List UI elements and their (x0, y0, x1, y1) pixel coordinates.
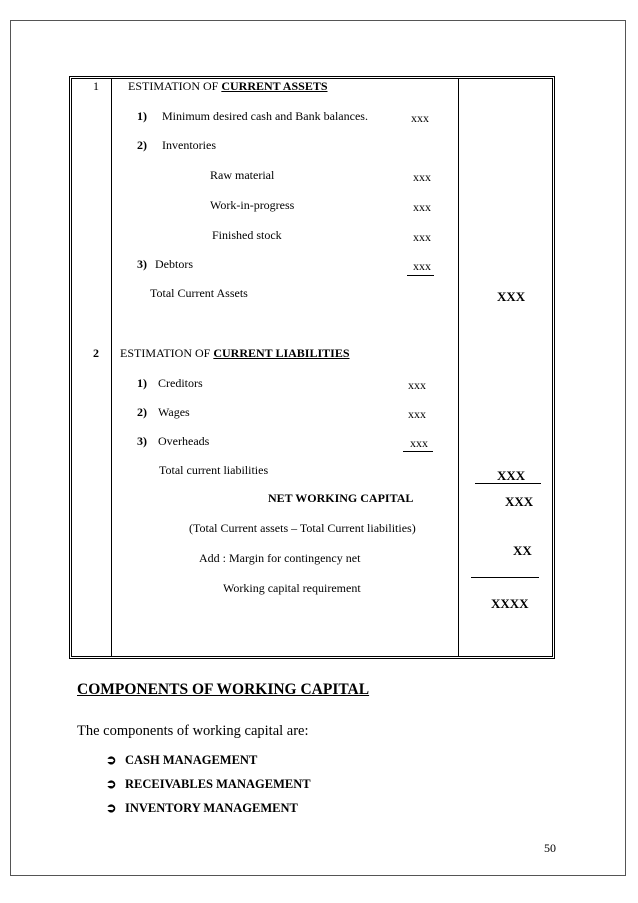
column-divider-2 (458, 79, 459, 656)
column-divider-1 (111, 79, 112, 656)
finished-stock-value: xxx (413, 230, 431, 244)
section-heading: COMPONENTS OF WORKING CAPITAL (77, 681, 370, 698)
working-capital-requirement-value: XXXX (491, 596, 529, 611)
row-number-1: 1 (93, 79, 99, 93)
finished-stock-label: Finished stock (212, 228, 282, 242)
cash-bank-label: Minimum desired cash and Bank balances. (162, 109, 368, 123)
creditors-value: xxx (408, 378, 426, 392)
item-number: 2) (137, 138, 147, 152)
working-capital-table (69, 76, 555, 659)
total-current-liabilities-label: Total current liabilities (159, 463, 269, 477)
page-number: 50 (544, 841, 556, 855)
margin-contingency-label: Add : Margin for contingency net (199, 551, 361, 565)
overheads-value: xxx (410, 436, 428, 450)
arrow-right-icon: ➲ (106, 753, 117, 767)
inventories-label: Inventories (162, 138, 216, 152)
raw-material-label: Raw material (210, 168, 275, 182)
current-liabilities-heading: ESTIMATION OF CURRENT LIABILITIES (120, 346, 350, 360)
total-current-liabilities-value: XXX (497, 468, 526, 483)
overheads-label: Overheads (158, 434, 210, 448)
item-number: 1) (137, 109, 147, 123)
wages-value: xxx (408, 407, 426, 421)
arrow-right-icon: ➲ (106, 801, 117, 815)
work-in-progress-label: Work-in-progress (210, 198, 295, 212)
list-item: ➲ CASH MANAGEMENT (106, 753, 258, 767)
cash-bank-value: xxx (411, 111, 429, 125)
item-number: 2) (137, 405, 147, 419)
net-working-capital-label: NET WORKING CAPITAL (268, 491, 414, 505)
item-number: 1) (137, 376, 147, 390)
current-assets-heading: ESTIMATION OF CURRENT ASSETS (128, 79, 328, 93)
debtors-label: Debtors (155, 257, 193, 271)
item-number: 3) (137, 257, 147, 271)
raw-material-value: xxx (413, 170, 431, 184)
nwc-formula: (Total Current assets – Total Current liabilities) (189, 521, 416, 535)
total-current-assets-label: Total Current Assets (150, 286, 248, 300)
creditors-label: Creditors (158, 376, 203, 390)
grand-total-rule (471, 577, 539, 578)
subtotal-rule (407, 275, 434, 276)
margin-contingency-value: XX (513, 543, 532, 558)
arrow-right-icon: ➲ (106, 777, 117, 791)
liabilities-total-rule (475, 483, 541, 484)
subtotal-rule (403, 451, 433, 452)
section-intro: The components of working capital are: (77, 723, 309, 739)
list-item: ➲ INVENTORY MANAGEMENT (106, 801, 298, 815)
working-capital-requirement-label: Working capital requirement (223, 581, 361, 595)
total-current-assets-value: XXX (497, 289, 526, 304)
row-number-2: 2 (93, 346, 99, 360)
list-item: ➲ RECEIVABLES MANAGEMENT (106, 777, 311, 791)
net-working-capital-value: XXX (505, 494, 534, 509)
work-in-progress-value: xxx (413, 200, 431, 214)
item-number: 3) (137, 434, 147, 448)
debtors-value: xxx (413, 259, 431, 273)
wages-label: Wages (158, 405, 190, 419)
